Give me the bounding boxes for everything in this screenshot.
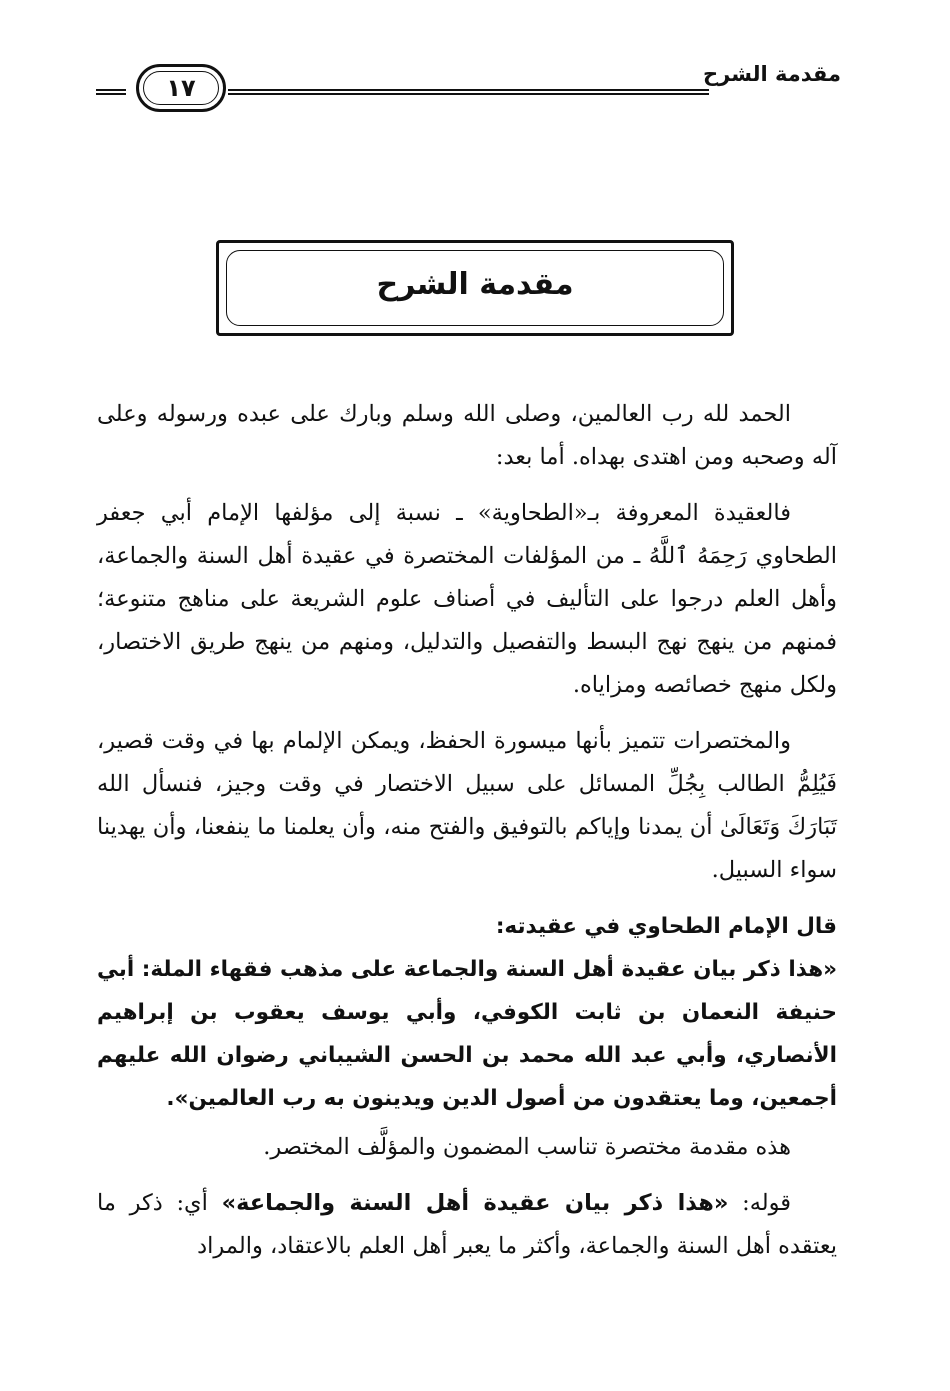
header-double-rule-left: [96, 89, 126, 95]
commentary-lead: قوله:: [728, 1190, 792, 1216]
paragraph-commentary: [97, 1182, 837, 1268]
paragraph-tahawiyya: فالعقيدة المعروفة بـ«الطحاوية» ـ نسبة إلى مؤلفها الإمام أبي جعفر الطحاوي رَحِمَهُ ٱللَّهُ ـ من المؤلفات المختصرة في عقيدة أهل السنة والجماعة، وأهل العلم درجوا على التأليف في أصناف علوم الشريعة على مناهج متنوعة؛ فمنهم من ينهج نهج البسط والتفصيل والتدليل، ومنهم من ينهج طريق الاختصار، ولكل منهج خصائصه ومزاياه.: [97, 500, 837, 698]
page-number-badge: [136, 64, 226, 112]
section-heading: قال الإمام الطحاوي في عقيدته:: [495, 914, 837, 939]
header-double-rule: [228, 89, 709, 95]
paragraph-opening: الحمد لله رب العالمين، وصلى الله وسلم وبارك على عبده ورسوله وعلى آله وصحبه ومن اهتدى بهداه. أما بعد:: [97, 401, 837, 470]
tahawi-quote: «هذا ذكر بيان عقيدة أهل السنة والجماعة على مذهب فقهاء الملة: أبي حنيفة النعمان بن ثابت الكوفي، وأبي يوسف يعقوب بن إبراهيم الأنصاري، وأبي عبد الله محمد بن الحسن الشيباني رضوان الله عليهم أجمعين، وما يعتقدون من أصول الدين ويدينون به رب العالمين».: [97, 957, 837, 1111]
chapter-title-frame: [216, 240, 734, 336]
running-title: مقدمة الشرح: [703, 62, 841, 86]
running-header: [96, 56, 841, 112]
paragraph-intro-note: هذه مقدمة مختصرة تناسب المضمون والمؤلَّف المختصر.: [263, 1134, 791, 1160]
page-number: ١٧: [166, 74, 196, 102]
chapter-title: مقدمة الشرح: [376, 267, 574, 302]
commentary-quote: «هذا ذكر بيان عقيدة أهل السنة والجماعة»: [221, 1190, 729, 1216]
paragraph-abridgements: والمختصرات تتميز بأنها ميسورة الحفظ، ويمكن الإلمام بها في وقت قصير، فَيُلِمُّ الطالب بِجُلِّ المسائل على سبيل الاختصار في وقت وجيز، فنسأل الله تَبَارَكَ وَتَعَالَىٰ أن يمدنا وإياكم بالتوفيق والفتح منه، وأن يعلمنا ما ينفعنا، وأن يهدينا سواء السبيل.: [97, 728, 837, 883]
commentary-text: أي: ذكر ما يعتقده أهل السنة والجماعة، وأكثر ما يعبر أهل العلم بالاعتقاد، والمراد: [97, 1190, 837, 1259]
body-text: [97, 393, 837, 1281]
